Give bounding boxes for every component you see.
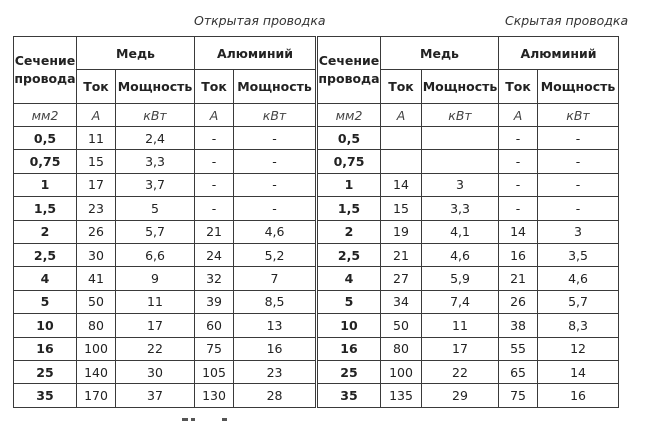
cell-aluminum-power: 4,6 [538, 267, 619, 290]
cell-aluminum-current: 55 [499, 337, 538, 360]
cell-aluminum-power: 28 [234, 384, 316, 407]
cell-section: 10 [318, 314, 381, 337]
unit-current: А [499, 104, 538, 127]
header-current: Ток [499, 70, 538, 104]
cell-copper-power: 37 [116, 384, 195, 407]
cell-aluminum-power: 8,3 [538, 314, 619, 337]
table-row [318, 150, 619, 173]
cell-aluminum-current: 75 [195, 337, 234, 360]
cell-aluminum-current: 39 [195, 290, 234, 313]
cell-copper-current: 170 [77, 384, 116, 407]
cell-copper-current: 80 [381, 337, 422, 360]
cell-aluminum-current: 38 [499, 314, 538, 337]
cell-section: 0,5 [318, 127, 381, 150]
cell-copper-current: 11 [77, 127, 116, 150]
cell-copper-current: 135 [381, 384, 422, 407]
header-power: Мощность [234, 70, 316, 104]
table-row [318, 290, 619, 313]
caption-open-wiring: Открытая проводка [194, 13, 326, 28]
cell-copper-power: 3 [422, 173, 499, 196]
header-section-line2: провода [318, 71, 380, 86]
unit-current: А [77, 104, 116, 127]
header-copper: Медь [77, 37, 195, 70]
cell-copper-power: 4,1 [422, 220, 499, 243]
cell-aluminum-power: 5,2 [234, 243, 316, 266]
cell-aluminum-current: 21 [499, 267, 538, 290]
cell-copper-current: 41 [77, 267, 116, 290]
cell-section: 0,75 [14, 150, 77, 173]
unit-current: А [381, 104, 422, 127]
cell-aluminum-power: 14 [538, 360, 619, 383]
cell-aluminum-power: - [538, 127, 619, 150]
cell-aluminum-current: 21 [195, 220, 234, 243]
cell-copper-current: 50 [381, 314, 422, 337]
cell-aluminum-current: 24 [195, 243, 234, 266]
header-power: Мощность [422, 70, 499, 104]
cell-aluminum-current: - [499, 173, 538, 196]
cell-copper-power: 3,7 [116, 173, 195, 196]
table-row [14, 384, 316, 407]
table-row [318, 360, 619, 383]
cell-copper-power: 11 [422, 314, 499, 337]
unit-power: кВт [538, 104, 619, 127]
cell-copper-current: 50 [77, 290, 116, 313]
cell-copper-power [422, 127, 499, 150]
cell-copper-current: 100 [381, 360, 422, 383]
cell-aluminum-power: - [234, 150, 316, 173]
cell-copper-current: 27 [381, 267, 422, 290]
header-aluminum: Алюминий [195, 37, 316, 70]
cell-copper-current: 17 [77, 173, 116, 196]
table-row [14, 337, 316, 360]
cell-aluminum-current: - [499, 197, 538, 220]
cell-section: 2,5 [14, 243, 77, 266]
cell-copper-current: 15 [77, 150, 116, 173]
header-section-line1: Сечение [14, 52, 76, 68]
cell-aluminum-current: 75 [499, 384, 538, 407]
cell-section: 35 [318, 384, 381, 407]
table-row [14, 290, 316, 313]
header-power: Мощность [538, 70, 619, 104]
cell-aluminum-power: 4,6 [234, 220, 316, 243]
table-row [14, 197, 316, 220]
table-row [14, 150, 316, 173]
cell-section: 16 [14, 337, 77, 360]
table-row [318, 337, 619, 360]
cell-aluminum-power: 8,5 [234, 290, 316, 313]
header-section [14, 37, 77, 104]
table-row [14, 220, 316, 243]
table-open-wiring [13, 36, 316, 408]
cell-section: 16 [318, 337, 381, 360]
cell-copper-current: 80 [77, 314, 116, 337]
table-row [318, 267, 619, 290]
cell-section: 2 [318, 220, 381, 243]
cell-section: 2,5 [318, 243, 381, 266]
cell-aluminum-power: 13 [234, 314, 316, 337]
cell-aluminum-current: 105 [195, 360, 234, 383]
cell-copper-power: 5 [116, 197, 195, 220]
cell-aluminum-current: 65 [499, 360, 538, 383]
table-row [14, 314, 316, 337]
cell-copper-power: 9 [116, 267, 195, 290]
cell-aluminum-power: - [234, 173, 316, 196]
cell-copper-current: 34 [381, 290, 422, 313]
cell-copper-power: 11 [116, 290, 195, 313]
header-section [318, 37, 381, 104]
cell-copper-power: 2,4 [116, 127, 195, 150]
header-copper: Медь [381, 37, 499, 70]
cell-aluminum-current: - [499, 127, 538, 150]
header-power: Мощность [116, 70, 195, 104]
cell-section: 0,75 [318, 150, 381, 173]
cell-section: 4 [14, 267, 77, 290]
cell-copper-current: 21 [381, 243, 422, 266]
cell-copper-current: 19 [381, 220, 422, 243]
header-section-line2: провода [14, 71, 76, 86]
cell-aluminum-power: 3 [538, 220, 619, 243]
cell-aluminum-power: - [538, 197, 619, 220]
cell-aluminum-power: 23 [234, 360, 316, 383]
cell-copper-power: 3,3 [116, 150, 195, 173]
cell-aluminum-current: - [499, 150, 538, 173]
table-row [14, 173, 316, 196]
cell-copper-current: 26 [77, 220, 116, 243]
cell-aluminum-current: - [195, 197, 234, 220]
cell-copper-current [381, 127, 422, 150]
table-row [318, 314, 619, 337]
table-row [14, 267, 316, 290]
cell-copper-current: 14 [381, 173, 422, 196]
table-row [318, 173, 619, 196]
cell-aluminum-current: 16 [499, 243, 538, 266]
cell-section: 10 [14, 314, 77, 337]
unit-power: кВт [234, 104, 316, 127]
cell-aluminum-power: 5,7 [538, 290, 619, 313]
cell-copper-power: 4,6 [422, 243, 499, 266]
cell-aluminum-current: 130 [195, 384, 234, 407]
cell-aluminum-current: 32 [195, 267, 234, 290]
cell-copper-power: 5,7 [116, 220, 195, 243]
cell-section: 5 [318, 290, 381, 313]
cell-aluminum-current: 60 [195, 314, 234, 337]
cell-section: 1,5 [318, 197, 381, 220]
unit-section: мм2 [318, 104, 381, 127]
cell-aluminum-power: 3,5 [538, 243, 619, 266]
cell-section: 25 [318, 360, 381, 383]
cell-copper-power: 29 [422, 384, 499, 407]
table-row [318, 243, 619, 266]
cell-copper-current: 30 [77, 243, 116, 266]
cell-section: 1,5 [14, 197, 77, 220]
cell-copper-current [381, 150, 422, 173]
cell-copper-power [422, 150, 499, 173]
cropped-text-fragment [182, 418, 232, 424]
caption-hidden-wiring: Скрытая проводка [505, 13, 629, 28]
table-row [14, 360, 316, 383]
cell-copper-power: 3,3 [422, 197, 499, 220]
table-row [318, 127, 619, 150]
cell-aluminum-current: 14 [499, 220, 538, 243]
cell-section: 35 [14, 384, 77, 407]
cell-copper-current: 140 [77, 360, 116, 383]
unit-current: А [195, 104, 234, 127]
header-current: Ток [381, 70, 422, 104]
unit-power: кВт [422, 104, 499, 127]
cell-copper-power: 5,9 [422, 267, 499, 290]
cell-copper-current: 100 [77, 337, 116, 360]
cell-aluminum-power: 16 [234, 337, 316, 360]
cell-aluminum-current: - [195, 150, 234, 173]
cell-copper-power: 22 [422, 360, 499, 383]
cell-section: 0,5 [14, 127, 77, 150]
cell-section: 1 [14, 173, 77, 196]
table-row [318, 197, 619, 220]
header-section-line1: Сечение [318, 52, 380, 68]
cell-section: 2 [14, 220, 77, 243]
cell-copper-power: 17 [116, 314, 195, 337]
header-aluminum: Алюминий [499, 37, 619, 70]
cell-section: 5 [14, 290, 77, 313]
cell-aluminum-power: - [538, 173, 619, 196]
unit-power: кВт [116, 104, 195, 127]
cell-copper-current: 15 [381, 197, 422, 220]
cell-copper-current: 23 [77, 197, 116, 220]
cell-copper-power: 7,4 [422, 290, 499, 313]
cell-aluminum-power: 7 [234, 267, 316, 290]
cell-aluminum-power: - [538, 150, 619, 173]
cell-section: 25 [14, 360, 77, 383]
cell-section: 4 [318, 267, 381, 290]
cell-copper-power: 17 [422, 337, 499, 360]
cell-aluminum-power: - [234, 127, 316, 150]
header-current: Ток [195, 70, 234, 104]
cell-section: 1 [318, 173, 381, 196]
cell-copper-power: 30 [116, 360, 195, 383]
cell-aluminum-current: 26 [499, 290, 538, 313]
cell-copper-power: 6,6 [116, 243, 195, 266]
table-row [14, 127, 316, 150]
cell-aluminum-current: - [195, 173, 234, 196]
header-current: Ток [77, 70, 116, 104]
cell-copper-power: 22 [116, 337, 195, 360]
table-hidden-wiring [317, 36, 619, 408]
table-row [14, 243, 316, 266]
table-row [318, 384, 619, 407]
cell-aluminum-current: - [195, 127, 234, 150]
unit-section: мм2 [14, 104, 77, 127]
cell-aluminum-power: - [234, 197, 316, 220]
cell-aluminum-power: 12 [538, 337, 619, 360]
table-row [318, 220, 619, 243]
cell-aluminum-power: 16 [538, 384, 619, 407]
